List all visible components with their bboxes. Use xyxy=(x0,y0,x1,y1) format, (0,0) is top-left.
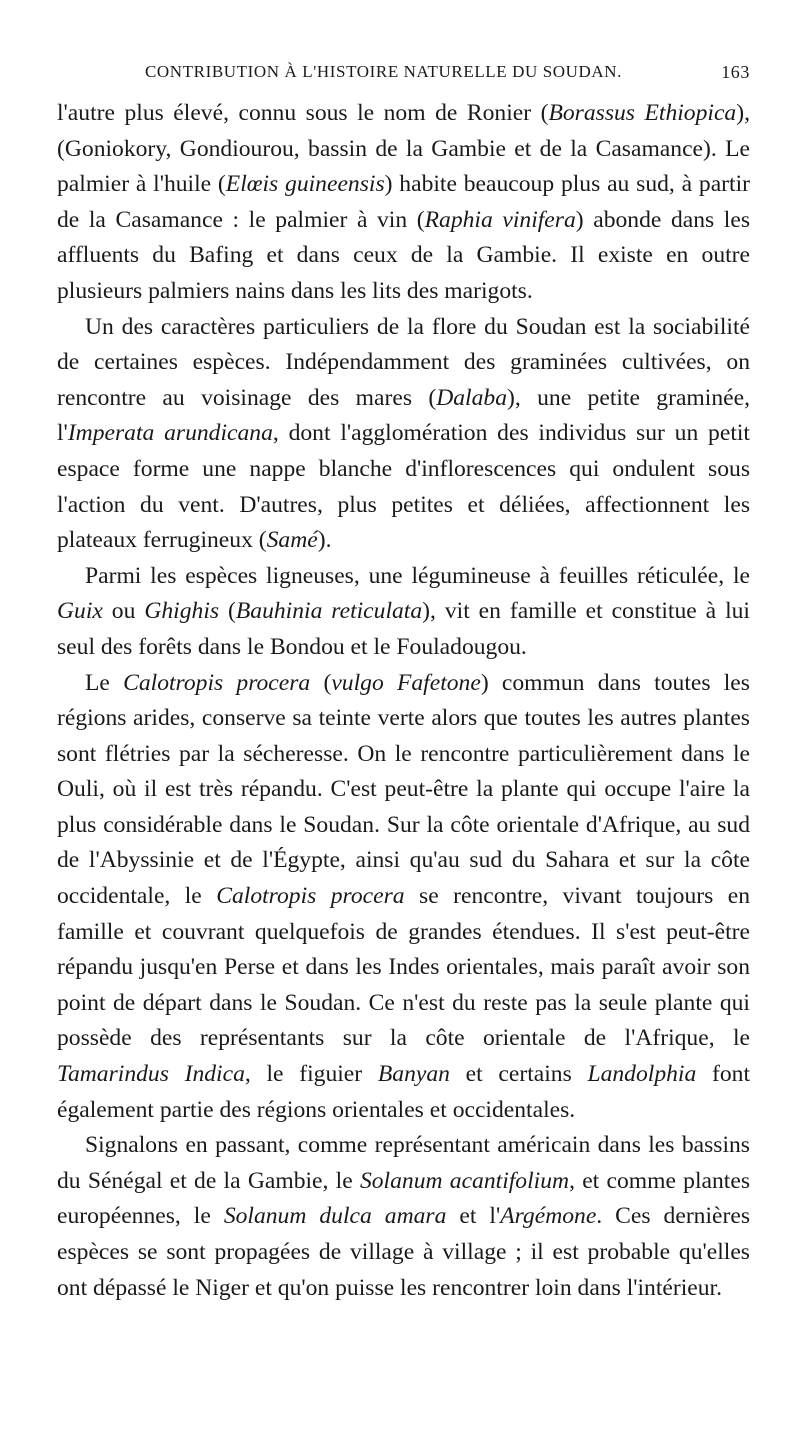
text-run: et certains xyxy=(449,1061,588,1088)
text-run: ou xyxy=(102,598,145,625)
italic-term: Bauhinia reticulata xyxy=(235,598,423,625)
text-run: , et comme plantes européennes, le xyxy=(57,1167,751,1230)
italic-term: Banyan xyxy=(377,1061,450,1088)
italic-term: Solanum acantifolium xyxy=(359,1167,570,1194)
italic-term: Tamarindus Indica xyxy=(57,1061,245,1088)
text-run: Parmi les espèces ligneuses, une légumineuse à feuilles réticulée, le xyxy=(85,562,750,589)
text-run: Un des caractères particuliers de la flore du Soudan est la sociabilité de certaines espèces. Indépendamment des graminées cultivées, on rencontre au voisinage des mares ( xyxy=(57,313,750,411)
text-run: , le figuier xyxy=(244,1061,378,1088)
paragraph xyxy=(57,310,750,559)
text-run: ) habite beaucoup plus au sud, à partir de la Casamance : le palmier à vin ( xyxy=(57,171,750,233)
text-run: se rencontre, vivant toujours en famille et couvrant quelquefois de grandes étendues. Il s'est peut-être répandu jusqu'en Perse et dans les Indes orientales, mais paraît avoir son point de départ dans le Soudan. Ce n'est du reste pas la seule plante qui possède des représentants sur la côte orientale de l'Afrique, le xyxy=(57,883,750,1052)
text-run: . Ces dernières espèces se sont propagées de village à village ; il est probable qu'elles ont dépassé le Niger et qu'on puisse les rencontrer loin dans l'intérieur. xyxy=(57,1203,751,1301)
text-run: ), (Goniokory, Gondiourou, bassin de la Gambie et de la Casamance). Le palmier à l'huile ( xyxy=(57,100,750,198)
italic-term: Ghighis xyxy=(144,598,220,625)
italic-term: Calotropis procera xyxy=(216,883,405,910)
running-header-title: CONTRIBUTION À L'HISTOIRE NATURELLE DU SOUDAN. xyxy=(144,62,623,81)
italic-term: Dalaba xyxy=(436,384,507,411)
page-number: 163 xyxy=(721,62,750,82)
italic-term: Calotropis procera xyxy=(123,669,311,696)
italic-term: Imperata arundicana xyxy=(67,420,273,447)
text-run: Le xyxy=(85,669,124,696)
text-run: , dont l'agglomération des individus sur un petit espace forme une nappe blanche d'inflorescences qui ondulent sous l'action du vent. D'autres, plus petites et déliées, affectionnent les plateaux ferrugineux ( xyxy=(57,420,750,554)
italic-term: vulgo Fafetone xyxy=(331,669,481,696)
italic-term: Guix xyxy=(57,598,103,625)
text-run: ( xyxy=(310,669,332,696)
italic-term: Borassus Ethiopica xyxy=(548,100,737,126)
text-run: ), une petite graminée, l' xyxy=(57,384,750,447)
text-run: et l' xyxy=(446,1203,501,1230)
text-run: ), vit en famille et constitue à lui seul des forêts dans le Bondou et le Fouladougou. xyxy=(57,598,750,660)
paragraph xyxy=(57,1128,750,1306)
italic-term: Raphia vinifera xyxy=(424,206,576,233)
text-run: ( xyxy=(219,598,236,625)
paragraph xyxy=(57,559,750,666)
italic-term: Elœis guineensis xyxy=(225,171,385,198)
italic-term: Landolphia xyxy=(587,1061,697,1088)
running-header xyxy=(57,62,750,96)
italic-term: Samé xyxy=(266,527,318,554)
body-text xyxy=(57,96,750,1306)
paragraph xyxy=(57,666,750,1129)
italic-term: Solanum dulca amara xyxy=(223,1203,447,1230)
text-run: ) commun dans toutes les régions arides, conserve sa teinte verte alors que toutes les autres plantes sont flétries par la sécheresse. On le rencontre particulièrement dans le Ouli, où il est très répandu. C'est peut-être la plante qui occupe l'aire la plus considérable dans le Soudan. Sur la côte orientale d'Afrique, au sud de l'Abyssinie et de l'Égypte, ainsi qu'au sud du Sahara et sur la côte occidentale, le xyxy=(57,669,750,910)
text-run: Signalons en passant, comme représentant américain dans les bassins du Sénégal et de la Gambie, le xyxy=(57,1132,750,1194)
text-run: font également partie des régions orientales et occidentales. xyxy=(57,1061,750,1123)
text-run: ). xyxy=(317,527,332,554)
text-run: l'autre plus élevé, connu sous le nom de Ronier ( xyxy=(57,100,549,126)
paragraph xyxy=(57,96,750,310)
text-run: ) abonde dans les affluents du Bafing et dans ceux de la Gambie. Il existe en outre plusieurs palmiers nains dans les lits des marigots. xyxy=(57,206,750,304)
italic-term: Argémone xyxy=(500,1203,597,1230)
